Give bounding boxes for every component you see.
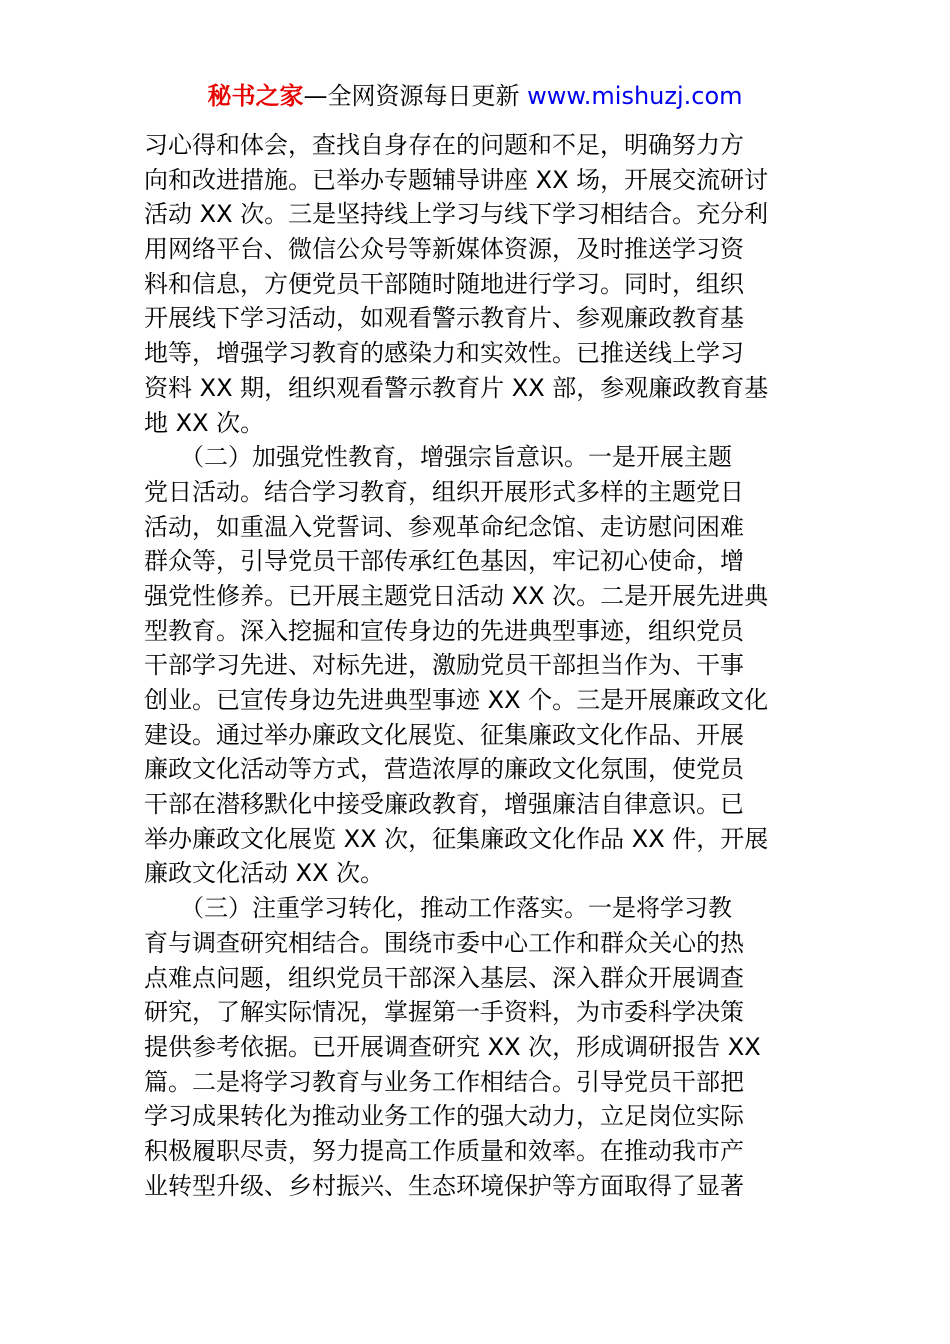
document-text-line: 举办廉政文化展览 XX 次，征集廉政文化作品 XX 件，开展: [144, 824, 769, 853]
document-text-line: 创业。已宣传身边先进典型事迹 XX 个。三是开展廉政文化: [144, 686, 769, 714]
document-text-line: 资料 XX 期，组织观看警示教育片 XX 部，参观廉政教育基: [144, 373, 769, 402]
document-text-line: 篇。二是将学习教育与业务工作相结合。引导党员干部把: [144, 1067, 744, 1096]
document-text-line: 点难点问题，组织党员干部深入基层、深入群众开展调查: [144, 963, 744, 992]
document-text-line: （二）加强党性教育，增强宗旨意识。一是开展主题: [144, 443, 732, 472]
document-text-line: 向和改进措施。已举办专题辅导讲座 XX 场，开展交流研讨: [144, 165, 769, 194]
document-text-line: 积极履职尽责，努力提高工作质量和效率。在推动我市产: [144, 1136, 744, 1165]
document-text-line: 开展线下学习活动，如观看警示教育片、参观廉政教育基: [144, 304, 744, 333]
document-text-line: 廉政文化活动 XX 次。: [144, 859, 385, 888]
document-text-line: 建设。通过举办廉政文化展览、征集廉政文化作品、开展: [144, 720, 744, 749]
document-text-line: 学习成果转化为推动业务工作的强大动力，立足岗位实际: [144, 1102, 744, 1131]
document-text-line: 党日活动。结合学习教育，组织开展形式多样的主题党日: [144, 477, 744, 506]
page-header: [0, 80, 950, 112]
document-text-line: 强党性修养。已开展主题党日活动 XX 次。二是开展先进典: [144, 581, 769, 610]
document-text-line: 研究，了解实际情况，掌握第一手资料，为市委科学决策: [144, 998, 744, 1027]
document-text-line: （三）注重学习转化，推动工作落实。一是将学习教: [144, 894, 732, 923]
document-text-line: 业转型升级、乡村振兴、生态环境保护等方面取得了显著: [144, 1171, 744, 1200]
document-text-line: 地 XX 次。: [144, 408, 265, 437]
document-body: [144, 128, 814, 1203]
document-text-line: 提供参考依据。已开展调查研究 XX 次，形成调研报告 XX: [144, 1032, 761, 1061]
document-text-line: 廉政文化活动等方式，营造浓厚的廉政文化氛围，使党员: [144, 755, 744, 784]
document-text-line: 育与调查研究相结合。围绕市委中心工作和群众关心的热: [144, 928, 744, 957]
document-text-line: 干部学习先进、对标先进，激励党员干部担当作为、干事: [144, 651, 744, 680]
document-text-line: 干部在潜移默化中接受廉政教育，增强廉洁自律意识。已: [144, 790, 744, 819]
document-text-line: 型教育。深入挖掘和宣传身边的先进典型事迹，组织党员: [144, 616, 744, 645]
document-text-line: 习心得和体会，查找自身存在的问题和不足，明确努力方: [144, 131, 744, 159]
document-text-line: 用网络平台、微信公众号等新媒体资源，及时推送学习资: [144, 235, 744, 264]
document-text-line: 活动 XX 次。三是坚持线上学习与线下学习相结合。充分利: [144, 200, 769, 229]
site-url-link[interactable]: www.mishuzj.com: [527, 82, 743, 110]
site-tagline: —全网资源每日更新: [303, 82, 520, 110]
document-text-line: 群众等，引导党员干部传承红色基因，牢记初心使命，增: [144, 547, 744, 576]
document-text-line: 料和信息，方便党员干部随时随地进行学习。同时，组织: [144, 269, 744, 298]
document-text-line: 地等，增强学习教育的感染力和实效性。已推送线上学习: [144, 339, 744, 368]
document-text-line: 活动，如重温入党誓词、参观革命纪念馆、走访慰问困难: [144, 512, 744, 541]
site-brand: 秘书之家: [207, 82, 304, 110]
